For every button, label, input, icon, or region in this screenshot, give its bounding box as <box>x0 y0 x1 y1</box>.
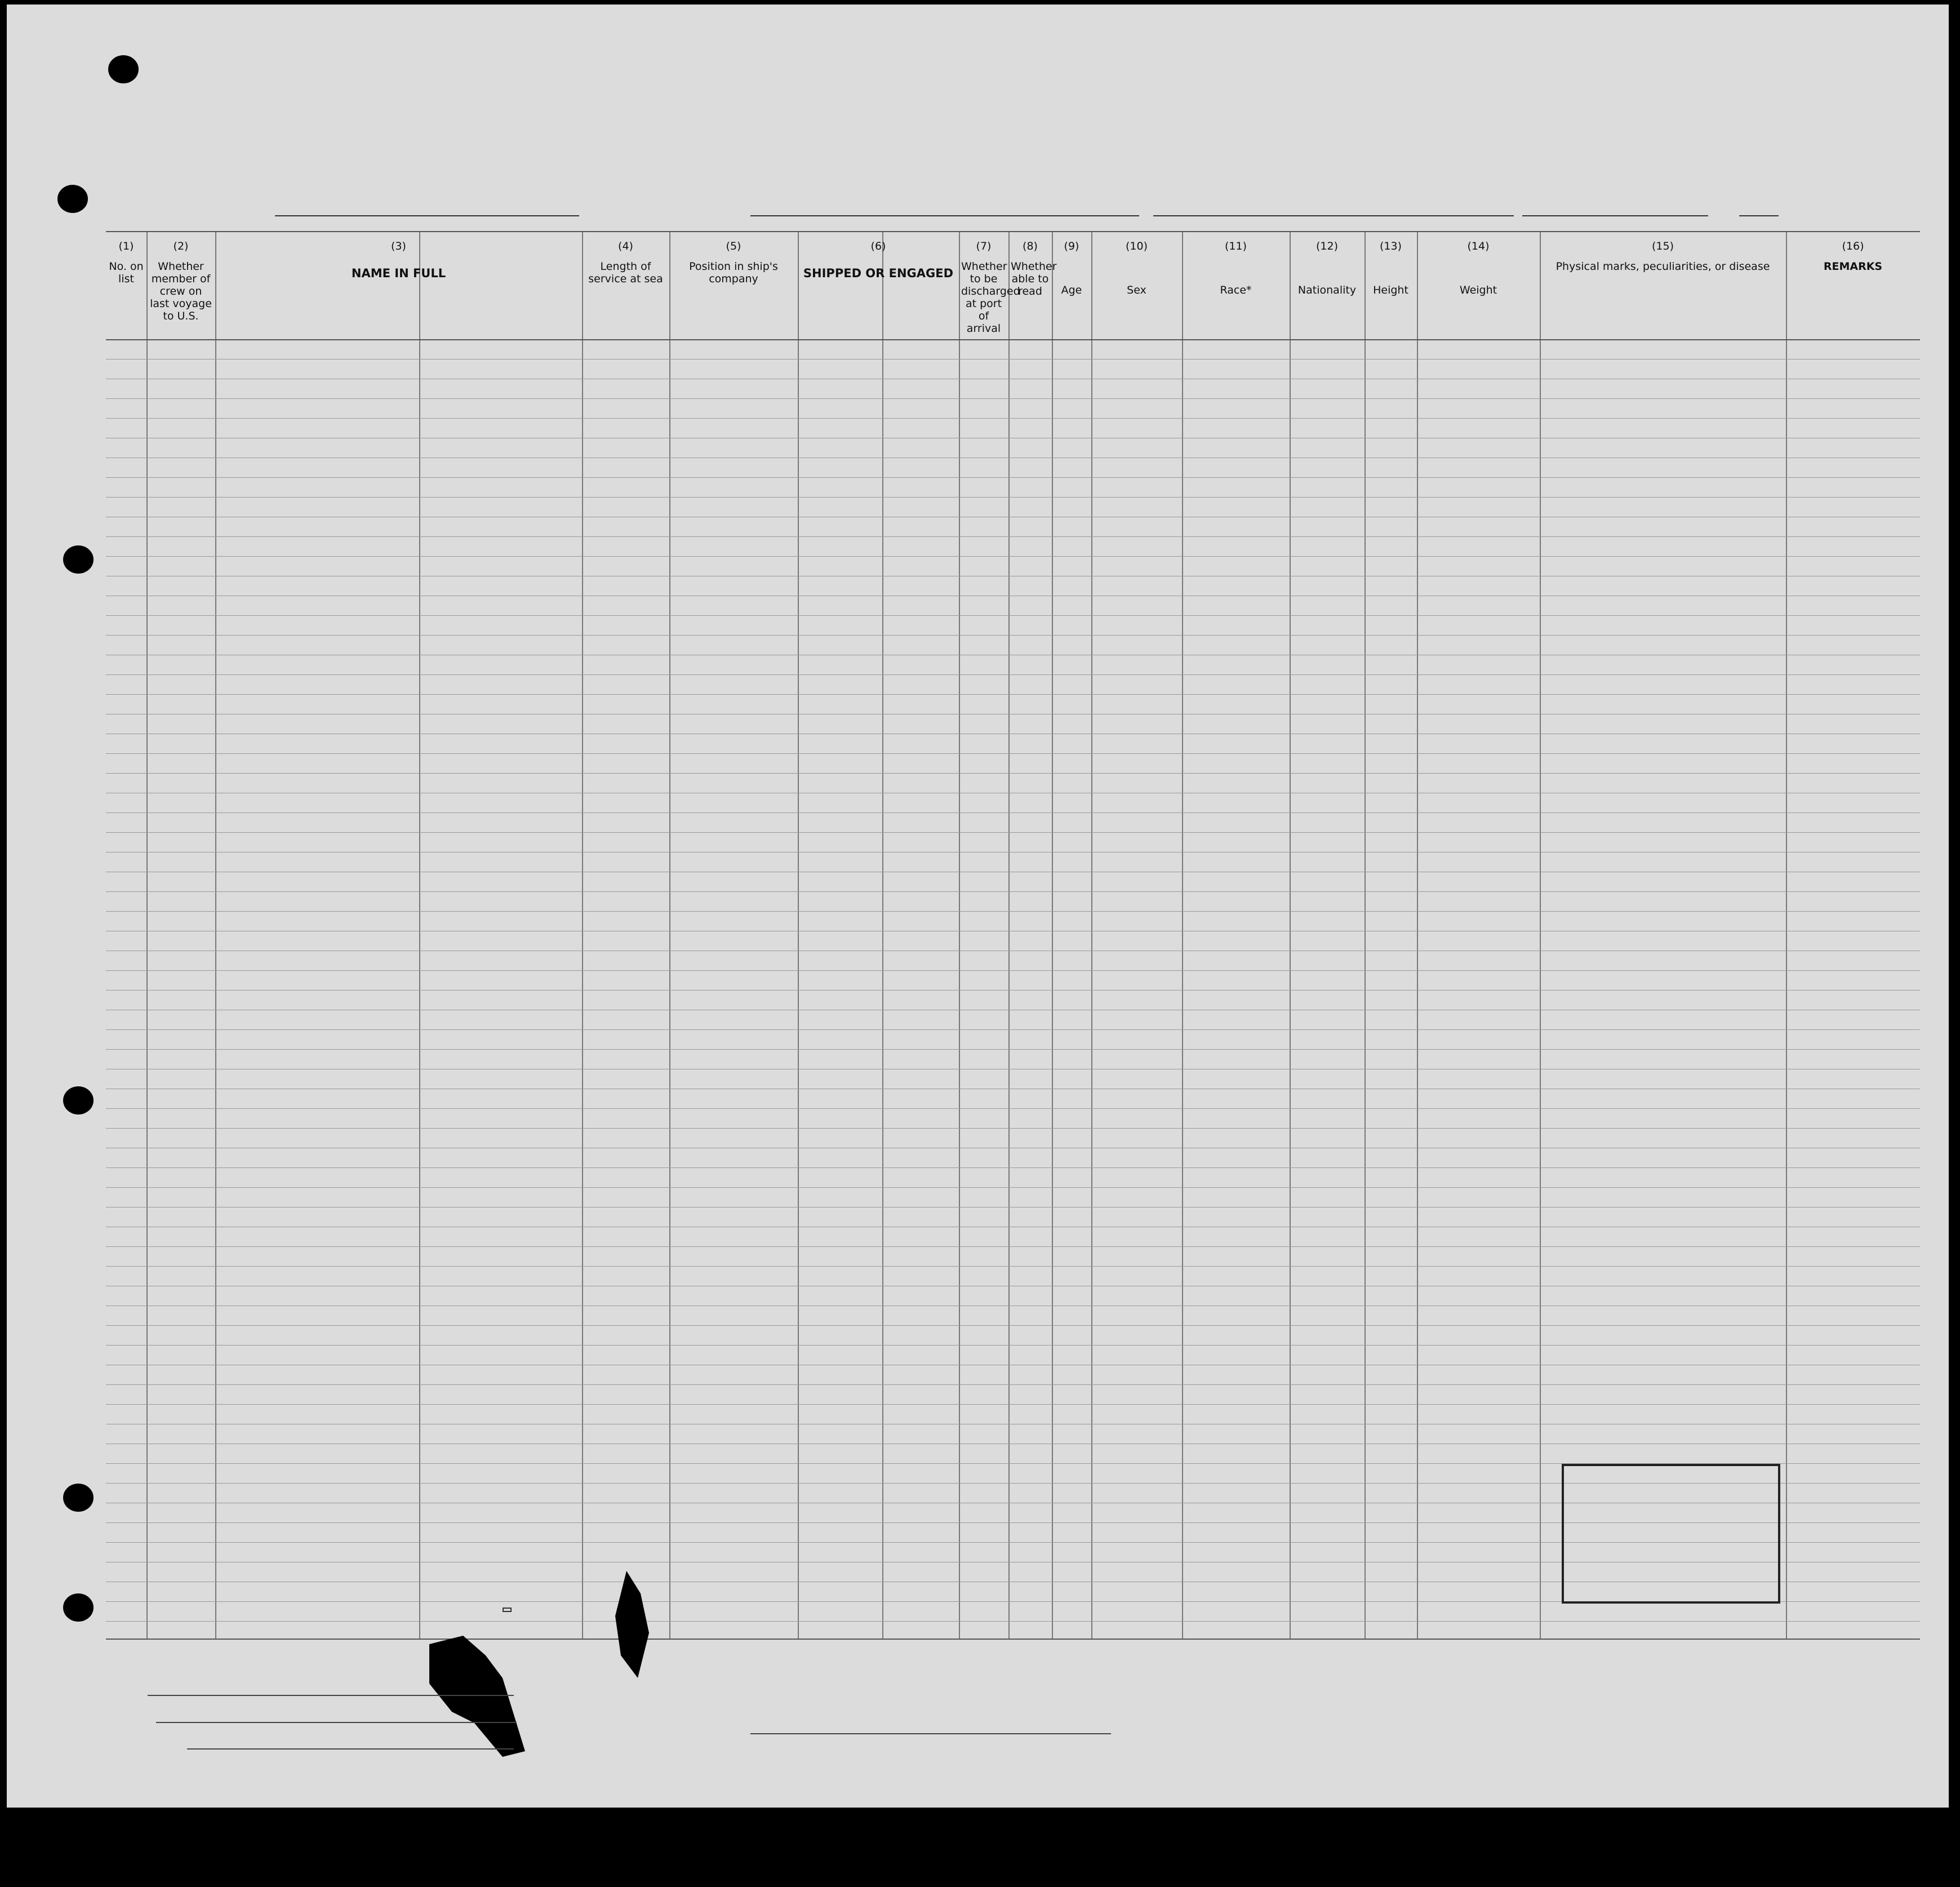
ledger-line <box>106 1029 1920 1030</box>
ledger-line <box>106 398 1920 399</box>
column-divider <box>1417 232 1418 1639</box>
ledger-line <box>106 418 1920 419</box>
ledger-line <box>106 812 1920 813</box>
column-header: REMARKS <box>1823 260 1883 273</box>
column-header: Whether member of crew on last voyage to U.S. <box>150 260 212 322</box>
manifest-sheet <box>7 5 1949 1808</box>
ledger-line <box>106 674 1920 675</box>
ledger-line <box>106 1108 1920 1109</box>
column-header: Length of service at sea <box>588 260 663 285</box>
column-divider <box>1290 232 1291 1639</box>
column-header: Whether able to read <box>1011 260 1057 298</box>
ledger-line <box>106 1404 1920 1405</box>
column-divider <box>419 232 420 1639</box>
punch-hole <box>63 545 94 574</box>
ledger-line <box>106 1128 1920 1129</box>
column-number: (2) <box>173 240 189 252</box>
ledger-line <box>106 635 1920 636</box>
ledger-line <box>106 970 1920 971</box>
column-divider <box>1182 232 1183 1639</box>
ledger-line <box>106 911 1920 912</box>
column-header: Age <box>1061 284 1082 296</box>
column-number: (12) <box>1315 240 1338 252</box>
column-divider <box>146 232 148 1639</box>
ledger-line <box>106 1187 1920 1188</box>
wax-seal-mark <box>610 1571 655 1684</box>
column-header: NAME IN FULL <box>351 267 446 280</box>
column-header: Position in ship's company <box>689 260 778 285</box>
crew-table <box>106 231 1920 1640</box>
column-header: No. on list <box>109 260 144 285</box>
column-header: Whether to be discharged at port of arrival <box>961 260 1020 335</box>
column-header: Height <box>1373 284 1408 296</box>
column-divider <box>1091 232 1092 1639</box>
column-divider <box>1052 232 1053 1639</box>
ledger-line <box>106 556 1920 557</box>
column-divider <box>669 232 670 1639</box>
column-number: (15) <box>1651 240 1674 252</box>
column-number: (8) <box>1023 240 1038 252</box>
ledger-line <box>106 1167 1920 1168</box>
ledger-line <box>106 536 1920 537</box>
column-divider <box>1540 232 1541 1639</box>
ledger-line <box>106 497 1920 498</box>
column-number: (16) <box>1842 240 1864 252</box>
ledger-line <box>106 477 1920 478</box>
column-number: (1) <box>118 240 134 252</box>
column-divider <box>215 232 216 1639</box>
ledger-line <box>106 753 1920 754</box>
column-number: (7) <box>976 240 992 252</box>
column-number: (4) <box>618 240 633 252</box>
ledger-line <box>106 990 1920 991</box>
vessel-line <box>7 180 1949 225</box>
column-number: (14) <box>1467 240 1490 252</box>
column-divider <box>1786 232 1787 1639</box>
ledger-line <box>106 832 1920 833</box>
ledger-line <box>106 694 1920 695</box>
consulate-stamp <box>1562 1464 1780 1604</box>
punch-hole <box>63 1484 94 1512</box>
punch-hole <box>63 1593 94 1622</box>
column-divider <box>1365 232 1366 1639</box>
column-header: Weight <box>1459 284 1497 296</box>
column-divider <box>798 232 799 1639</box>
column-number: (13) <box>1379 240 1402 252</box>
column-header: Nationality <box>1297 284 1357 296</box>
column-divider <box>1008 232 1010 1639</box>
punch-hole <box>63 1086 94 1115</box>
column-header: SHIPPED OR ENGAGED <box>803 267 954 280</box>
column-divider <box>959 232 960 1639</box>
ledger-line <box>106 1325 1920 1326</box>
ledger-line <box>106 1049 1920 1050</box>
ledger-line <box>106 1266 1920 1267</box>
column-header: Sex <box>1127 284 1146 296</box>
column-divider <box>582 232 583 1639</box>
column-header: Race* <box>1220 284 1252 296</box>
column-number: (5) <box>726 240 741 252</box>
column-number: (3) <box>391 240 406 252</box>
ledger-line <box>106 852 1920 853</box>
column-number: (11) <box>1224 240 1247 252</box>
column-number: (9) <box>1064 240 1079 252</box>
ledger-line <box>106 891 1920 892</box>
ledger-line <box>106 1246 1920 1247</box>
ledger-line <box>106 1621 1920 1622</box>
ledger-line <box>106 1384 1920 1385</box>
ledger-line <box>106 1345 1920 1346</box>
ledger-line <box>106 615 1920 616</box>
column-number: (6) <box>870 240 886 252</box>
wax-seal-mark <box>418 1633 531 1762</box>
punch-hole <box>108 55 139 83</box>
seal-label <box>503 1608 512 1612</box>
ledger-line <box>106 773 1920 774</box>
column-number: (10) <box>1125 240 1148 252</box>
header-rule <box>106 339 1920 340</box>
column-header: Physical marks, peculiarities, or disease <box>1555 260 1770 273</box>
column-divider <box>882 232 883 1639</box>
